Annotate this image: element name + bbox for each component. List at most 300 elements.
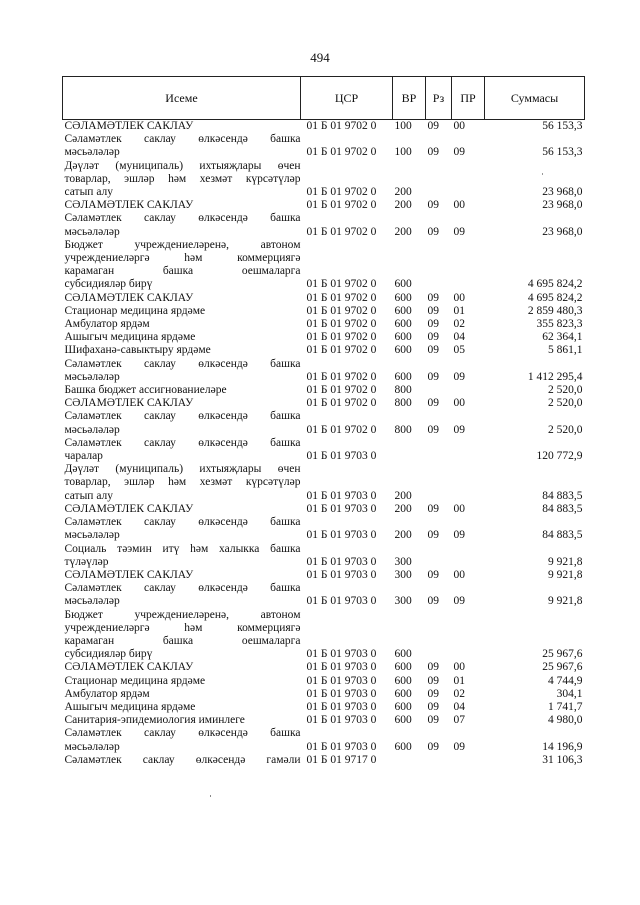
row-name: СӘЛАМӘТЛЕК САКЛАУ xyxy=(64,397,194,410)
table-row xyxy=(63,754,585,767)
row-csr: 01 Б 01 9702 0 xyxy=(306,225,377,238)
row-csr xyxy=(301,635,393,648)
table-row xyxy=(63,146,585,159)
row-name: Дәүләт (муниципаль) ихтыяҗлары өчен xyxy=(64,159,301,172)
table-row xyxy=(63,529,585,542)
table-row xyxy=(63,661,585,674)
row-csr xyxy=(301,582,393,595)
row-name: Сәламәтлек саклау өлкәсендә башка xyxy=(64,727,301,740)
row-rz xyxy=(426,410,452,423)
page-number: 494 xyxy=(310,50,330,65)
row-rz xyxy=(426,278,452,291)
row-name: мәсьәләләр xyxy=(64,370,120,383)
row-vr: 100 xyxy=(394,146,412,159)
row-sum xyxy=(485,635,585,648)
row-csr xyxy=(301,265,393,278)
table-row xyxy=(63,648,585,661)
row-pr xyxy=(452,543,485,556)
row-vr: 600 xyxy=(394,291,412,304)
row-name: субсидияләр бирү xyxy=(64,278,153,291)
table-row xyxy=(63,622,585,635)
row-csr xyxy=(301,622,393,635)
row-rz xyxy=(426,265,452,278)
row-rz: 09 xyxy=(427,674,439,687)
header-name: Исеме xyxy=(63,77,301,120)
row-rz: 09 xyxy=(427,687,439,700)
row-pr xyxy=(452,582,485,595)
row-sum: 4 744,9 xyxy=(548,674,583,687)
row-rz: 09 xyxy=(427,661,439,674)
row-name: мәсьәләләр xyxy=(64,423,120,436)
row-sum xyxy=(485,173,585,186)
row-csr xyxy=(301,476,393,489)
table-row xyxy=(63,133,585,146)
row-rz xyxy=(426,450,452,463)
table-row xyxy=(63,384,585,397)
scan-mark xyxy=(542,173,543,175)
row-pr xyxy=(452,160,485,173)
row-sum xyxy=(485,212,585,225)
row-sum xyxy=(485,516,585,529)
row-rz xyxy=(426,437,452,450)
row-name: чаралар xyxy=(64,450,103,463)
row-csr: 01 Б 01 9703 0 xyxy=(306,595,377,608)
row-rz: 09 xyxy=(427,344,439,357)
row-vr xyxy=(393,635,426,648)
row-csr: 01 Б 01 9702 0 xyxy=(306,199,377,212)
header-rz: Рз xyxy=(426,77,452,120)
table-row xyxy=(63,371,585,384)
row-csr: 01 Б 01 9702 0 xyxy=(306,423,377,436)
row-pr: 04 xyxy=(453,331,465,344)
row-pr: 09 xyxy=(453,595,465,608)
row-vr: 200 xyxy=(394,225,412,238)
row-rz: 09 xyxy=(427,225,439,238)
header-vr: ВР xyxy=(393,77,426,120)
row-rz: 09 xyxy=(427,370,439,383)
row-rz: 09 xyxy=(427,700,439,713)
row-rz xyxy=(426,252,452,265)
row-rz xyxy=(426,212,452,225)
row-vr: 600 xyxy=(394,714,412,727)
row-csr: 01 Б 01 9717 0 xyxy=(306,753,377,766)
row-sum: 56 153,3 xyxy=(542,120,583,132)
table-row xyxy=(63,543,585,556)
row-vr xyxy=(393,410,426,423)
row-pr: 00 xyxy=(453,120,465,132)
row-pr: 00 xyxy=(453,661,465,674)
row-vr: 600 xyxy=(394,318,412,331)
row-pr xyxy=(452,635,485,648)
row-rz xyxy=(426,622,452,635)
row-rz: 09 xyxy=(427,304,439,317)
row-sum xyxy=(485,437,585,450)
row-pr: 02 xyxy=(453,687,465,700)
row-vr: 800 xyxy=(394,397,412,410)
row-csr: 01 Б 01 9702 0 xyxy=(306,146,377,159)
row-pr xyxy=(452,516,485,529)
row-vr: 600 xyxy=(394,674,412,687)
row-rz: 09 xyxy=(427,397,439,410)
row-pr xyxy=(452,490,485,503)
row-vr xyxy=(393,609,426,622)
row-rz xyxy=(426,635,452,648)
row-vr: 300 xyxy=(394,568,412,581)
row-sum: 1 741,7 xyxy=(548,700,583,713)
row-vr: 300 xyxy=(394,595,412,608)
row-csr: 01 Б 01 9703 0 xyxy=(306,529,377,542)
row-rz xyxy=(426,582,452,595)
row-csr: 01 Б 01 9703 0 xyxy=(306,502,377,515)
row-sum xyxy=(485,239,585,252)
row-sum: 56 153,3 xyxy=(542,146,583,159)
row-name: Амбулатор ярдәм xyxy=(64,687,150,700)
row-csr: 01 Б 01 9703 0 xyxy=(306,661,377,674)
table-row xyxy=(63,675,585,688)
header-csr: ЦСР xyxy=(301,77,393,120)
table-row xyxy=(63,331,585,344)
table-row xyxy=(63,490,585,503)
row-csr: 01 Б 01 9703 0 xyxy=(306,568,377,581)
row-csr: 01 Б 01 9702 0 xyxy=(306,370,377,383)
row-rz: 09 xyxy=(427,423,439,436)
row-name: сатып алу xyxy=(64,186,114,199)
row-rz: 09 xyxy=(427,120,439,132)
row-vr xyxy=(393,582,426,595)
row-csr xyxy=(301,437,393,450)
row-rz xyxy=(426,754,452,767)
row-sum: 2 520,0 xyxy=(548,384,583,397)
row-name: СӘЛАМӘТЛЕК САКЛАУ xyxy=(64,661,194,674)
row-rz xyxy=(426,173,452,186)
row-pr xyxy=(452,384,485,397)
row-pr xyxy=(452,727,485,740)
row-csr xyxy=(301,133,393,146)
row-sum: 84 883,5 xyxy=(542,502,583,515)
row-pr xyxy=(452,410,485,423)
table-row xyxy=(63,410,585,423)
row-csr: 01 Б 01 9703 0 xyxy=(306,648,377,661)
row-pr: 09 xyxy=(453,740,465,753)
row-name: Санитария-эпидемиология иминлеге xyxy=(64,714,245,727)
row-name: мәсьәләләр xyxy=(64,529,120,542)
table-row xyxy=(63,516,585,529)
row-vr: 600 xyxy=(394,700,412,713)
table-row xyxy=(63,226,585,239)
row-pr: 09 xyxy=(453,423,465,436)
row-sum xyxy=(485,265,585,278)
row-csr: 01 Б 01 9703 0 xyxy=(306,489,377,502)
row-rz xyxy=(426,186,452,199)
row-sum: 23 968,0 xyxy=(542,199,583,212)
row-sum xyxy=(485,476,585,489)
row-sum xyxy=(485,543,585,556)
row-vr xyxy=(393,543,426,556)
row-rz xyxy=(426,727,452,740)
row-name: Дәүләт (муниципаль) ихтыяҗлары өчен xyxy=(64,463,301,476)
row-pr: 02 xyxy=(453,318,465,331)
row-rz xyxy=(426,160,452,173)
row-rz xyxy=(426,384,452,397)
row-rz: 09 xyxy=(427,146,439,159)
row-csr xyxy=(301,727,393,740)
table-row xyxy=(63,476,585,489)
row-csr: 01 Б 01 9702 0 xyxy=(306,291,377,304)
row-csr xyxy=(301,239,393,252)
table-row xyxy=(63,160,585,173)
row-rz xyxy=(426,543,452,556)
row-vr: 200 xyxy=(394,489,412,502)
row-name: СӘЛАМӘТЛЕК САКЛАУ xyxy=(64,568,194,581)
row-vr: 200 xyxy=(394,529,412,542)
row-name: субсидияләр бирү xyxy=(64,648,153,661)
row-sum: 31 106,3 xyxy=(542,753,583,766)
row-csr xyxy=(301,516,393,529)
row-name: Сәламәтлек саклау өлкәсендә башка xyxy=(64,133,301,146)
row-rz xyxy=(426,490,452,503)
row-rz: 09 xyxy=(427,568,439,581)
row-pr xyxy=(452,437,485,450)
row-vr: 600 xyxy=(394,661,412,674)
row-rz: 09 xyxy=(427,595,439,608)
row-vr: 600 xyxy=(394,370,412,383)
row-rz: 09 xyxy=(427,318,439,331)
row-rz: 09 xyxy=(427,331,439,344)
row-csr xyxy=(301,252,393,265)
row-sum: 1 412 295,4 xyxy=(527,370,583,383)
row-csr: 01 Б 01 9702 0 xyxy=(306,344,377,357)
row-pr xyxy=(452,358,485,371)
row-vr xyxy=(393,133,426,146)
row-rz xyxy=(426,239,452,252)
row-pr: 00 xyxy=(453,568,465,581)
table-row xyxy=(63,212,585,225)
row-name: учреждениеләргә һәм коммерциягә xyxy=(64,252,301,265)
row-pr: 01 xyxy=(453,674,465,687)
row-rz xyxy=(426,556,452,569)
row-sum: 9 921,8 xyxy=(548,555,583,568)
row-vr: 600 xyxy=(394,278,412,291)
row-pr: 00 xyxy=(453,397,465,410)
row-sum xyxy=(485,410,585,423)
row-pr: 09 xyxy=(453,370,465,383)
row-sum: 9 921,8 xyxy=(548,568,583,581)
row-csr: 01 Б 01 9703 0 xyxy=(306,674,377,687)
row-vr: 200 xyxy=(394,186,412,199)
row-name: Сәламәтлек саклау өлкәсендә гамәли xyxy=(64,753,301,766)
row-name: мәсьәләләр xyxy=(64,595,120,608)
row-name: Сәламәтлек саклау өлкәсендә башка xyxy=(64,436,301,449)
row-name: товарлар, эшләр һәм хезмәт күрсәтүләр xyxy=(64,172,301,185)
row-vr xyxy=(393,265,426,278)
row-rz: 09 xyxy=(427,740,439,753)
row-name: СӘЛАМӘТЛЕК САКЛАУ xyxy=(64,120,194,132)
row-sum: 84 883,5 xyxy=(542,529,583,542)
table-row xyxy=(63,252,585,265)
row-pr: 00 xyxy=(453,502,465,515)
table-row xyxy=(63,582,585,595)
row-sum: 4 980,0 xyxy=(548,714,583,727)
row-pr: 04 xyxy=(453,700,465,713)
row-csr: 01 Б 01 9703 0 xyxy=(306,740,377,753)
row-csr: 01 Б 01 9702 0 xyxy=(306,278,377,291)
row-pr xyxy=(452,212,485,225)
row-csr: 01 Б 01 9702 0 xyxy=(306,304,377,317)
row-name: Бюджет учреждениеләренә, автоном xyxy=(64,238,301,251)
row-pr: 07 xyxy=(453,714,465,727)
row-rz: 09 xyxy=(427,291,439,304)
row-name: мәсьәләләр xyxy=(64,225,120,238)
row-rz xyxy=(426,133,452,146)
row-vr: 800 xyxy=(394,423,412,436)
row-pr xyxy=(452,186,485,199)
table-row xyxy=(63,727,585,740)
row-csr: 01 Б 01 9702 0 xyxy=(306,397,377,410)
row-sum xyxy=(485,463,585,476)
table-row xyxy=(63,173,585,186)
header-sum: Суммасы xyxy=(485,77,585,120)
table-row xyxy=(63,503,585,516)
row-sum xyxy=(485,582,585,595)
row-sum xyxy=(485,727,585,740)
row-name: Бюджет учреждениеләренә, автоном xyxy=(64,608,301,621)
table-row xyxy=(63,635,585,648)
row-sum: 23 968,0 xyxy=(542,225,583,238)
row-vr: 600 xyxy=(394,304,412,317)
row-name: Башка бюджет ассигнованиеләре xyxy=(64,384,227,397)
row-vr xyxy=(393,450,426,463)
row-pr xyxy=(452,239,485,252)
table-row xyxy=(63,714,585,727)
row-name: Сәламәтлек саклау өлкәсендә башка xyxy=(64,212,301,225)
row-sum: 14 196,9 xyxy=(542,740,583,753)
table-row xyxy=(63,199,585,212)
row-sum xyxy=(485,622,585,635)
row-rz xyxy=(426,463,452,476)
row-csr: 01 Б 01 9703 0 xyxy=(306,555,377,568)
row-vr: 600 xyxy=(394,687,412,700)
row-vr xyxy=(393,173,426,186)
row-pr xyxy=(452,265,485,278)
row-vr: 200 xyxy=(394,502,412,515)
row-csr xyxy=(301,609,393,622)
row-rz xyxy=(426,609,452,622)
row-name: СӘЛАМӘТЛЕК САКЛАУ xyxy=(64,291,194,304)
row-sum: 304,1 xyxy=(556,687,583,700)
row-pr xyxy=(452,278,485,291)
row-vr xyxy=(393,160,426,173)
row-name: мәсьәләләр xyxy=(64,146,120,159)
row-sum xyxy=(485,252,585,265)
row-pr: 01 xyxy=(453,304,465,317)
table-row xyxy=(63,701,585,714)
row-sum: 4 695 824,2 xyxy=(527,291,583,304)
row-vr xyxy=(393,476,426,489)
table-row xyxy=(63,688,585,701)
row-sum: 25 967,6 xyxy=(542,661,583,674)
table-body xyxy=(63,120,585,767)
table-row xyxy=(63,344,585,357)
row-vr xyxy=(393,754,426,767)
row-sum xyxy=(485,609,585,622)
row-rz xyxy=(426,516,452,529)
row-csr: 01 Б 01 9703 0 xyxy=(306,700,377,713)
row-sum xyxy=(485,133,585,146)
row-vr: 300 xyxy=(394,555,412,568)
row-name: түләүләр xyxy=(64,555,109,568)
row-sum: 62 364,1 xyxy=(542,331,583,344)
table-row xyxy=(63,239,585,252)
row-rz: 09 xyxy=(427,502,439,515)
table-row xyxy=(63,556,585,569)
row-name: сатып алу xyxy=(64,489,114,502)
row-name: Ашыгыч медицина ярдәме xyxy=(64,700,196,713)
table-row xyxy=(63,609,585,622)
row-csr: 01 Б 01 9703 0 xyxy=(306,687,377,700)
row-rz: 09 xyxy=(427,199,439,212)
row-sum: 2 520,0 xyxy=(548,397,583,410)
row-csr: 01 Б 01 9703 0 xyxy=(306,714,377,727)
row-name: Стационар медицина ярдәме xyxy=(64,304,206,317)
table-row xyxy=(63,463,585,476)
row-sum: 2 520,0 xyxy=(548,423,583,436)
table-row xyxy=(63,358,585,371)
row-pr: 09 xyxy=(453,225,465,238)
row-name: мәсьәләләр xyxy=(64,740,120,753)
row-pr xyxy=(452,609,485,622)
row-csr: 01 Б 01 9703 0 xyxy=(306,450,377,463)
table-row xyxy=(63,741,585,754)
table-row xyxy=(63,437,585,450)
row-name: Сәламәтлек саклау өлкәсендә башка xyxy=(64,516,301,529)
row-csr: 01 Б 01 9702 0 xyxy=(306,384,377,397)
row-rz: 09 xyxy=(427,529,439,542)
row-name: карамаган башка оешмаларга xyxy=(64,265,301,278)
row-name: Сәламәтлек саклау өлкәсендә башка xyxy=(64,582,301,595)
row-vr xyxy=(393,437,426,450)
table-row xyxy=(63,424,585,437)
row-sum: 5 861,1 xyxy=(548,344,583,357)
row-name: Стационар медицина ярдәме xyxy=(64,674,206,687)
row-sum: 84 883,5 xyxy=(542,489,583,502)
row-vr xyxy=(393,622,426,635)
table-row xyxy=(63,292,585,305)
row-vr xyxy=(393,516,426,529)
row-pr xyxy=(452,463,485,476)
row-vr: 600 xyxy=(394,740,412,753)
row-vr xyxy=(393,463,426,476)
row-pr: 00 xyxy=(453,291,465,304)
row-sum: 2 859 480,3 xyxy=(527,304,583,317)
row-rz xyxy=(426,648,452,661)
row-pr xyxy=(452,173,485,186)
row-vr: 600 xyxy=(394,648,412,661)
row-name: Сәламәтлек саклау өлкәсендә башка xyxy=(64,357,301,370)
table-row xyxy=(63,569,585,582)
row-csr: 01 Б 01 9702 0 xyxy=(306,318,377,331)
row-rz xyxy=(426,476,452,489)
row-rz xyxy=(426,358,452,371)
row-name: товарлар, эшләр һәм хезмәт күрсәтүләр xyxy=(64,476,301,489)
table-row xyxy=(63,595,585,608)
row-sum xyxy=(485,358,585,371)
row-pr xyxy=(452,648,485,661)
table-row xyxy=(63,450,585,463)
table-row xyxy=(63,305,585,318)
row-vr: 100 xyxy=(394,120,412,132)
row-csr xyxy=(301,410,393,423)
row-sum xyxy=(485,160,585,173)
